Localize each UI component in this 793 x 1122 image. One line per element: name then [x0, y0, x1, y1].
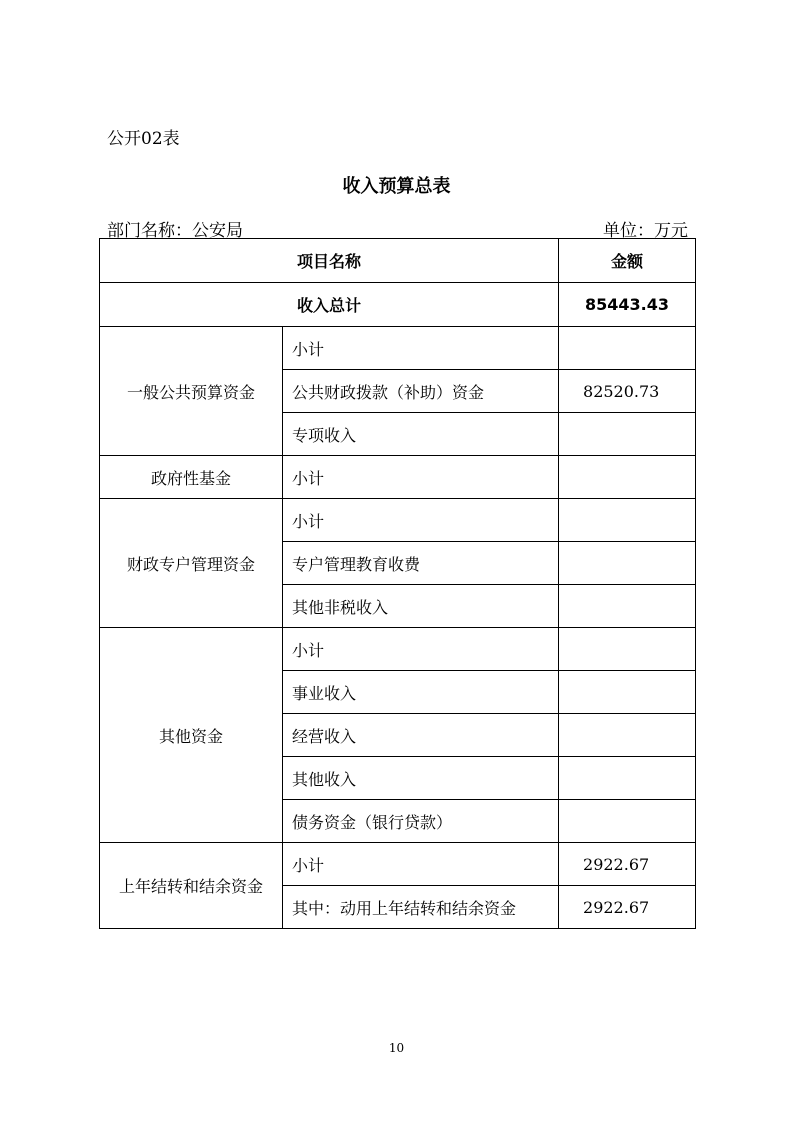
item-name-cell: 债务资金（银行贷款）: [283, 800, 559, 843]
amount-cell: [559, 585, 696, 628]
unit-label: 单位：万元: [603, 221, 688, 241]
amount-cell: [559, 800, 696, 843]
amount-cell: [559, 671, 696, 714]
amount-cell: 2922.67: [559, 886, 696, 929]
item-name-cell: 专户管理教育收费: [283, 542, 559, 585]
category-cell: 财政专户管理资金: [100, 499, 283, 628]
item-name-cell: 事业收入: [283, 671, 559, 714]
total-row: [100, 283, 696, 327]
category-cell: 其他资金: [100, 628, 283, 843]
form-code: 公开02表: [107, 129, 180, 149]
page-number: 10: [388, 1041, 405, 1055]
item-name-cell: 小计: [283, 499, 559, 542]
table-row: [100, 456, 696, 499]
amount-cell: [559, 628, 696, 671]
department-label: 部门名称：公安局: [107, 221, 243, 241]
table-row: [100, 499, 696, 542]
amount-cell: 2922.67: [559, 843, 696, 886]
page-title: 收入预算总表: [342, 176, 451, 197]
header-amount: 金额: [559, 239, 696, 283]
item-name-cell: 小计: [283, 327, 559, 370]
amount-cell: [559, 499, 696, 542]
item-name-cell: 其他非税收入: [283, 585, 559, 628]
item-name-cell: 小计: [283, 843, 559, 886]
item-name-cell: 经营收入: [283, 714, 559, 757]
amount-cell: [559, 542, 696, 585]
category-cell: 上年结转和结余资金: [100, 843, 283, 929]
total-amount: 85443.43: [559, 283, 696, 327]
amount-cell: [559, 757, 696, 800]
category-cell: 一般公共预算资金: [100, 327, 283, 456]
table-row: [100, 843, 696, 886]
amount-cell: [559, 456, 696, 499]
header-item-name: 项目名称: [100, 239, 559, 283]
item-name-cell: 公共财政拨款（补助）资金: [283, 370, 559, 413]
amount-cell: 82520.73: [559, 370, 696, 413]
category-cell: 政府性基金: [100, 456, 283, 499]
table-header-row: [100, 239, 696, 283]
table-row: [100, 628, 696, 671]
amount-cell: [559, 413, 696, 456]
item-name-cell: 专项收入: [283, 413, 559, 456]
amount-cell: [559, 327, 696, 370]
total-label: 收入总计: [100, 283, 559, 327]
item-name-cell: 小计: [283, 628, 559, 671]
item-name-cell: 其他收入: [283, 757, 559, 800]
table-row: [100, 327, 696, 370]
item-name-cell: 小计: [283, 456, 559, 499]
amount-cell: [559, 714, 696, 757]
income-budget-table: [99, 238, 696, 929]
item-name-cell: 其中：动用上年结转和结余资金: [283, 886, 559, 929]
